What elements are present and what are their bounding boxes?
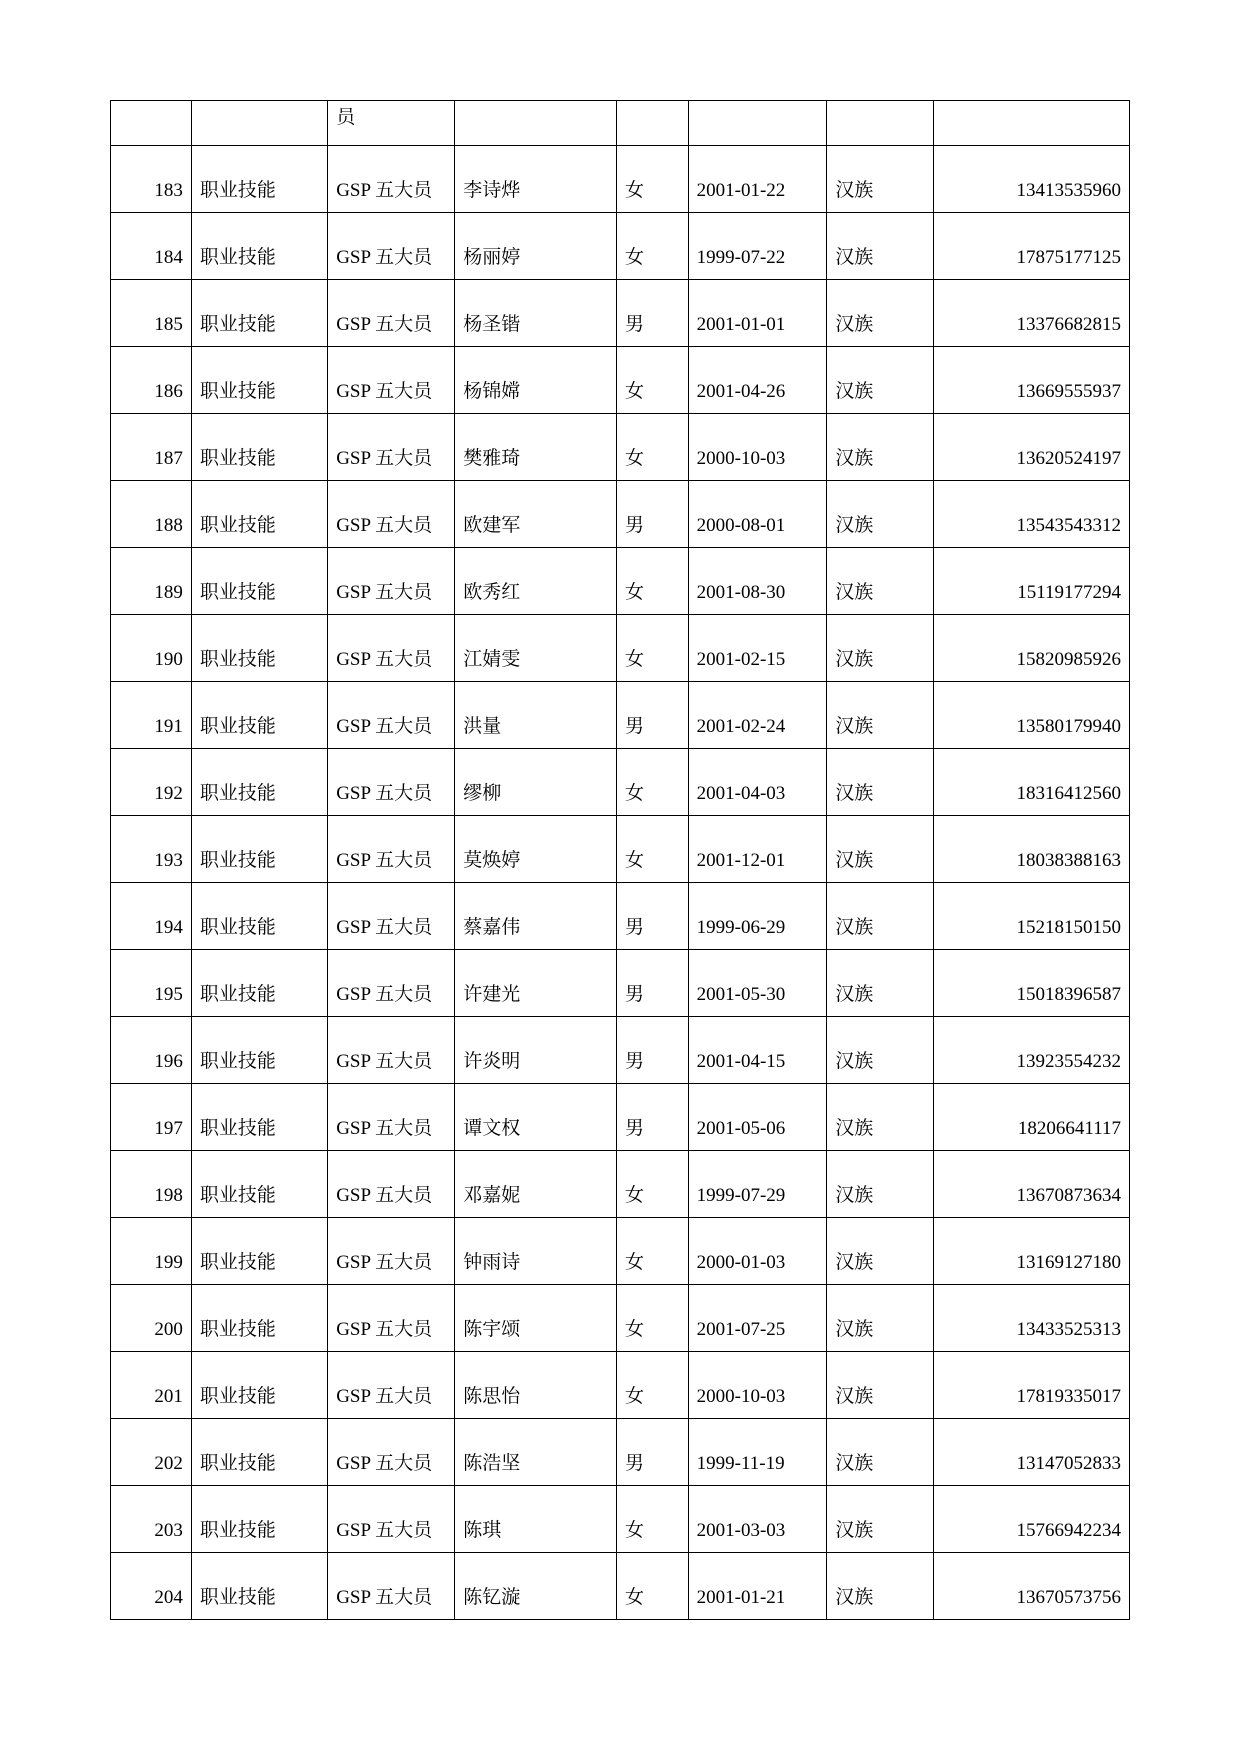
cell-phone: 13669555937 (933, 347, 1129, 414)
cell-index: 195 (111, 950, 192, 1017)
cell-name: 陈钇漩 (455, 1553, 617, 1620)
cell-ethnicity: 汉族 (827, 682, 933, 749)
cell-phone: 13147052833 (933, 1419, 1129, 1486)
cell-gender: 女 (617, 1218, 689, 1285)
cell-phone: 18316412560 (933, 749, 1129, 816)
table-row (111, 414, 1130, 481)
table-row (111, 816, 1130, 883)
roster-table-body (111, 101, 1130, 1620)
table-row (111, 1553, 1130, 1620)
table-row (111, 347, 1130, 414)
cell-phone: 13543543312 (933, 481, 1129, 548)
cell-birth: 1999-07-22 (688, 213, 827, 280)
cell-category: 职业技能 (191, 816, 327, 883)
cell-index (111, 101, 192, 146)
cell-index: 200 (111, 1285, 192, 1352)
cell-gender: 女 (617, 1151, 689, 1218)
cell-ethnicity: 汉族 (827, 280, 933, 347)
cell-birth: 2001-04-26 (688, 347, 827, 414)
cell-ethnicity: 汉族 (827, 816, 933, 883)
cell-program: GSP 五大员 (328, 1151, 455, 1218)
cell-birth: 2001-12-01 (688, 816, 827, 883)
cell-name: 陈宇颂 (455, 1285, 617, 1352)
cell-ethnicity: 汉族 (827, 1419, 933, 1486)
cell-category: 职业技能 (191, 1218, 327, 1285)
cell-category: 职业技能 (191, 1017, 327, 1084)
cell-index: 193 (111, 816, 192, 883)
cell-ethnicity: 汉族 (827, 1151, 933, 1218)
cell-name: 蔡嘉伟 (455, 883, 617, 950)
cell-program: GSP 五大员 (328, 1486, 455, 1553)
cell-gender: 女 (617, 1285, 689, 1352)
cell-index: 196 (111, 1017, 192, 1084)
cell-phone: 13923554232 (933, 1017, 1129, 1084)
cell-index: 183 (111, 146, 192, 213)
cell-name: 莫焕婷 (455, 816, 617, 883)
cell-birth: 2001-07-25 (688, 1285, 827, 1352)
cell-index: 202 (111, 1419, 192, 1486)
cell-phone: 15820985926 (933, 615, 1129, 682)
roster-table (110, 100, 1130, 1620)
table-row (111, 481, 1130, 548)
cell-ethnicity: 汉族 (827, 347, 933, 414)
cell-ethnicity: 汉族 (827, 1285, 933, 1352)
cell-program: GSP 五大员 (328, 1352, 455, 1419)
cell-ethnicity: 汉族 (827, 950, 933, 1017)
table-row (111, 1218, 1130, 1285)
cell-program: GSP 五大员 (328, 816, 455, 883)
cell-gender: 女 (617, 749, 689, 816)
cell-phone: 15218150150 (933, 883, 1129, 950)
cell-program: GSP 五大员 (328, 1285, 455, 1352)
cell-index: 197 (111, 1084, 192, 1151)
cell-category: 职业技能 (191, 1419, 327, 1486)
cell-category: 职业技能 (191, 1486, 327, 1553)
cell-gender (617, 101, 689, 146)
cell-gender: 女 (617, 347, 689, 414)
cell-index: 191 (111, 682, 192, 749)
cell-phone: 13376682815 (933, 280, 1129, 347)
cell-ethnicity: 汉族 (827, 1553, 933, 1620)
cell-birth: 1999-06-29 (688, 883, 827, 950)
cell-index: 187 (111, 414, 192, 481)
cell-program: GSP 五大员 (328, 1419, 455, 1486)
cell-phone: 17819335017 (933, 1352, 1129, 1419)
cell-ethnicity: 汉族 (827, 1218, 933, 1285)
cell-gender: 男 (617, 1419, 689, 1486)
table-row (111, 280, 1130, 347)
cell-category: 职业技能 (191, 1553, 327, 1620)
cell-phone: 13620524197 (933, 414, 1129, 481)
cell-name: 杨丽婷 (455, 213, 617, 280)
cell-name: 许炎明 (455, 1017, 617, 1084)
table-row (111, 1151, 1130, 1218)
cell-birth: 2001-01-01 (688, 280, 827, 347)
cell-birth: 2001-05-30 (688, 950, 827, 1017)
cell-category: 职业技能 (191, 280, 327, 347)
cell-birth: 2000-10-03 (688, 1352, 827, 1419)
cell-birth: 2001-05-06 (688, 1084, 827, 1151)
cell-ethnicity: 汉族 (827, 883, 933, 950)
cell-phone: 18038388163 (933, 816, 1129, 883)
cell-gender: 男 (617, 280, 689, 347)
cell-gender: 女 (617, 615, 689, 682)
cell-birth: 2001-01-21 (688, 1553, 827, 1620)
cell-ethnicity: 汉族 (827, 1352, 933, 1419)
cell-phone: 13670873634 (933, 1151, 1129, 1218)
cell-ethnicity: 汉族 (827, 749, 933, 816)
cell-ethnicity (827, 101, 933, 146)
cell-gender: 女 (617, 1553, 689, 1620)
cell-birth: 2001-04-15 (688, 1017, 827, 1084)
cell-birth: 2001-08-30 (688, 548, 827, 615)
cell-category: 职业技能 (191, 548, 327, 615)
cell-category (191, 101, 327, 146)
cell-category: 职业技能 (191, 146, 327, 213)
cell-category: 职业技能 (191, 213, 327, 280)
cell-category: 职业技能 (191, 1352, 327, 1419)
cell-index: 190 (111, 615, 192, 682)
cell-birth: 2001-03-03 (688, 1486, 827, 1553)
cell-program: GSP 五大员 (328, 749, 455, 816)
cell-program: GSP 五大员 (328, 950, 455, 1017)
cell-category: 职业技能 (191, 1285, 327, 1352)
cell-ethnicity: 汉族 (827, 481, 933, 548)
cell-birth: 2001-02-15 (688, 615, 827, 682)
cell-name: 陈思怡 (455, 1352, 617, 1419)
cell-category: 职业技能 (191, 347, 327, 414)
table-row (111, 615, 1130, 682)
cell-program: GSP 五大员 (328, 1084, 455, 1151)
cell-gender: 女 (617, 1352, 689, 1419)
cell-birth: 1999-07-29 (688, 1151, 827, 1218)
cell-ethnicity: 汉族 (827, 414, 933, 481)
cell-program: GSP 五大员 (328, 481, 455, 548)
table-row (111, 146, 1130, 213)
cell-index: 189 (111, 548, 192, 615)
cell-name: 欧建军 (455, 481, 617, 548)
table-row (111, 1285, 1130, 1352)
cell-phone: 15766942234 (933, 1486, 1129, 1553)
table-row (111, 749, 1130, 816)
cell-category: 职业技能 (191, 481, 327, 548)
cell-program: 员 (328, 101, 455, 146)
cell-name: 江婧雯 (455, 615, 617, 682)
cell-program: GSP 五大员 (328, 1017, 455, 1084)
cell-gender: 男 (617, 481, 689, 548)
cell-name: 缪柳 (455, 749, 617, 816)
cell-name (455, 101, 617, 146)
cell-ethnicity: 汉族 (827, 1017, 933, 1084)
table-row (111, 1017, 1130, 1084)
cell-gender: 女 (617, 548, 689, 615)
table-row (111, 1486, 1130, 1553)
cell-index: 184 (111, 213, 192, 280)
cell-index: 188 (111, 481, 192, 548)
cell-program: GSP 五大员 (328, 280, 455, 347)
table-row (111, 1084, 1130, 1151)
cell-birth: 2000-08-01 (688, 481, 827, 548)
cell-gender: 男 (617, 1017, 689, 1084)
cell-category: 职业技能 (191, 1084, 327, 1151)
cell-category: 职业技能 (191, 749, 327, 816)
cell-index: 185 (111, 280, 192, 347)
cell-gender: 女 (617, 414, 689, 481)
cell-program: GSP 五大员 (328, 1553, 455, 1620)
table-row (111, 1419, 1130, 1486)
cell-index: 203 (111, 1486, 192, 1553)
cell-ethnicity: 汉族 (827, 1084, 933, 1151)
cell-name: 陈浩坚 (455, 1419, 617, 1486)
cell-program: GSP 五大员 (328, 682, 455, 749)
cell-gender: 女 (617, 146, 689, 213)
cell-index: 204 (111, 1553, 192, 1620)
table-row (111, 950, 1130, 1017)
cell-program: GSP 五大员 (328, 548, 455, 615)
cell-program: GSP 五大员 (328, 414, 455, 481)
cell-birth: 2000-10-03 (688, 414, 827, 481)
cell-phone: 18206641117 (933, 1084, 1129, 1151)
cell-ethnicity: 汉族 (827, 615, 933, 682)
cell-name: 欧秀红 (455, 548, 617, 615)
cell-name: 杨锦嫦 (455, 347, 617, 414)
cell-category: 职业技能 (191, 615, 327, 682)
cell-gender: 男 (617, 883, 689, 950)
cell-name: 陈琪 (455, 1486, 617, 1553)
cell-birth: 2001-02-24 (688, 682, 827, 749)
cell-category: 职业技能 (191, 950, 327, 1017)
cell-phone: 15119177294 (933, 548, 1129, 615)
cell-index: 198 (111, 1151, 192, 1218)
cell-phone: 13413535960 (933, 146, 1129, 213)
table-row-continued (111, 101, 1130, 146)
cell-phone (933, 101, 1129, 146)
cell-gender: 男 (617, 1084, 689, 1151)
cell-index: 194 (111, 883, 192, 950)
table-row (111, 213, 1130, 280)
cell-name: 樊雅琦 (455, 414, 617, 481)
cell-program: GSP 五大员 (328, 615, 455, 682)
cell-birth: 1999-11-19 (688, 1419, 827, 1486)
cell-name: 李诗烨 (455, 146, 617, 213)
cell-program: GSP 五大员 (328, 146, 455, 213)
cell-program: GSP 五大员 (328, 213, 455, 280)
cell-gender: 女 (617, 1486, 689, 1553)
table-row (111, 1352, 1130, 1419)
cell-birth: 2001-01-22 (688, 146, 827, 213)
cell-index: 192 (111, 749, 192, 816)
cell-birth: 2001-04-03 (688, 749, 827, 816)
cell-name: 许建光 (455, 950, 617, 1017)
cell-gender: 男 (617, 682, 689, 749)
cell-name: 钟雨诗 (455, 1218, 617, 1285)
cell-name: 洪量 (455, 682, 617, 749)
cell-phone: 13580179940 (933, 682, 1129, 749)
cell-name: 杨圣锴 (455, 280, 617, 347)
cell-category: 职业技能 (191, 682, 327, 749)
table-row (111, 682, 1130, 749)
cell-category: 职业技能 (191, 414, 327, 481)
table-row (111, 883, 1130, 950)
cell-phone: 15018396587 (933, 950, 1129, 1017)
cell-program: GSP 五大员 (328, 347, 455, 414)
table-row (111, 548, 1130, 615)
cell-birth: 2000-01-03 (688, 1218, 827, 1285)
cell-phone: 13433525313 (933, 1285, 1129, 1352)
cell-gender: 女 (617, 816, 689, 883)
cell-name: 谭文权 (455, 1084, 617, 1151)
cell-index: 186 (111, 347, 192, 414)
cell-program: GSP 五大员 (328, 883, 455, 950)
cell-phone: 17875177125 (933, 213, 1129, 280)
cell-ethnicity: 汉族 (827, 213, 933, 280)
cell-gender: 女 (617, 213, 689, 280)
cell-category: 职业技能 (191, 883, 327, 950)
cell-gender: 男 (617, 950, 689, 1017)
cell-name: 邓嘉妮 (455, 1151, 617, 1218)
cell-category: 职业技能 (191, 1151, 327, 1218)
cell-program: GSP 五大员 (328, 1218, 455, 1285)
cell-phone: 13169127180 (933, 1218, 1129, 1285)
cell-ethnicity: 汉族 (827, 1486, 933, 1553)
cell-index: 199 (111, 1218, 192, 1285)
cell-ethnicity: 汉族 (827, 548, 933, 615)
cell-ethnicity: 汉族 (827, 146, 933, 213)
cell-birth (688, 101, 827, 146)
cell-index: 201 (111, 1352, 192, 1419)
cell-phone: 13670573756 (933, 1553, 1129, 1620)
